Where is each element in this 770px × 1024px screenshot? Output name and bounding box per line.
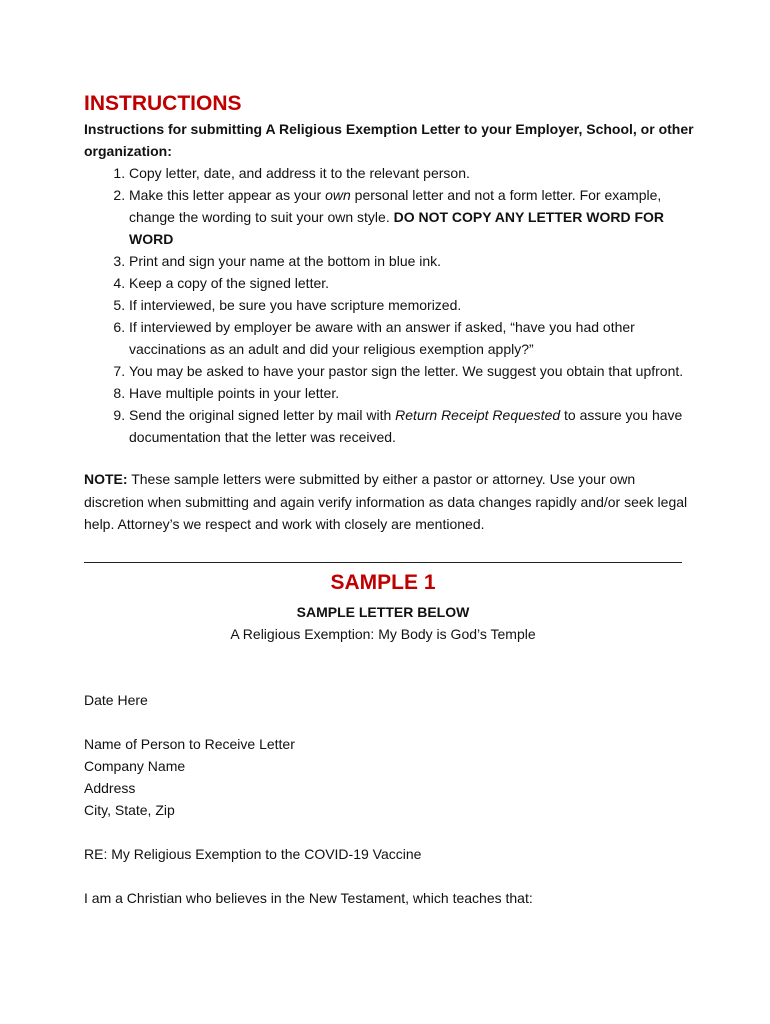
letter-address-block <box>84 733 694 821</box>
sample-title: SAMPLE 1 <box>330 570 436 594</box>
letter-city-state-zip: City, State, Zip <box>84 801 175 818</box>
letter-opening: I am a Christian who believes in the New Testament, which teaches that: <box>84 889 533 906</box>
letter-subject: RE: My Religious Exemption to the COVID-19 Vaccine <box>84 845 422 862</box>
instruction-step-7: 7. You may be asked to have your pastor sign the letter. We suggest you obtain that upfront. <box>129 360 694 382</box>
note-label: NOTE: <box>84 471 128 487</box>
sample-description: A Religious Exemption: My Body is God’s Temple <box>230 625 536 642</box>
note-paragraph <box>84 468 694 536</box>
instructions-intro: Instructions for submitting A Religious Exemption Letter to your Employer, School, or other organization: <box>84 121 694 159</box>
instruction-step-2: 2. Make this letter appear as your own personal letter and not a form letter. For example, change the wording to suit your own style. DO NOT COPY ANY LETTER WORD FOR WORD <box>129 184 694 250</box>
instructions-heading: INSTRUCTIONS <box>84 92 242 115</box>
letter-company: Company Name <box>84 757 186 774</box>
sample-subtitle: SAMPLE LETTER BELOW <box>296 603 470 620</box>
letter-date: Date Here <box>84 691 148 708</box>
instruction-step-6: 6. If interviewed by employer be aware with an answer if asked, “have you had other vaccinations as an adult and did your religious exemption apply?” <box>129 316 694 360</box>
instruction-step-5: 5. If interviewed, be sure you have scripture memorized. <box>129 294 694 316</box>
instruction-step-8: 8. Have multiple points in your letter. <box>129 382 694 404</box>
note-text: These sample letters were submitted by either a pastor or attorney. Use your own discretion when submitting and again verify information as data changes rapidly and/or seek legal help. Attorney’s we respect and work with closely are mentioned. <box>84 471 688 532</box>
instruction-step-3: 3. Print and sign your name at the bottom in blue ink. <box>129 250 694 272</box>
letter-recipient: Name of Person to Receive Letter <box>84 735 295 752</box>
document-content <box>84 90 694 909</box>
letter-address: Address <box>84 779 136 796</box>
instructions-list <box>84 162 694 448</box>
instruction-step-1: 1. Copy letter, date, and address it to the relevant person. <box>129 162 694 184</box>
do-not-copy-warning: DO NOT COPY ANY LETTER WORD FOR WORD <box>129 209 665 247</box>
instruction-step-4: 4. Keep a copy of the signed letter. <box>129 272 694 294</box>
instruction-step-9: 9. Send the original signed letter by mail with Return Receipt Requested to assure you have documentation that the letter was received. <box>129 404 694 448</box>
section-divider <box>84 562 682 563</box>
